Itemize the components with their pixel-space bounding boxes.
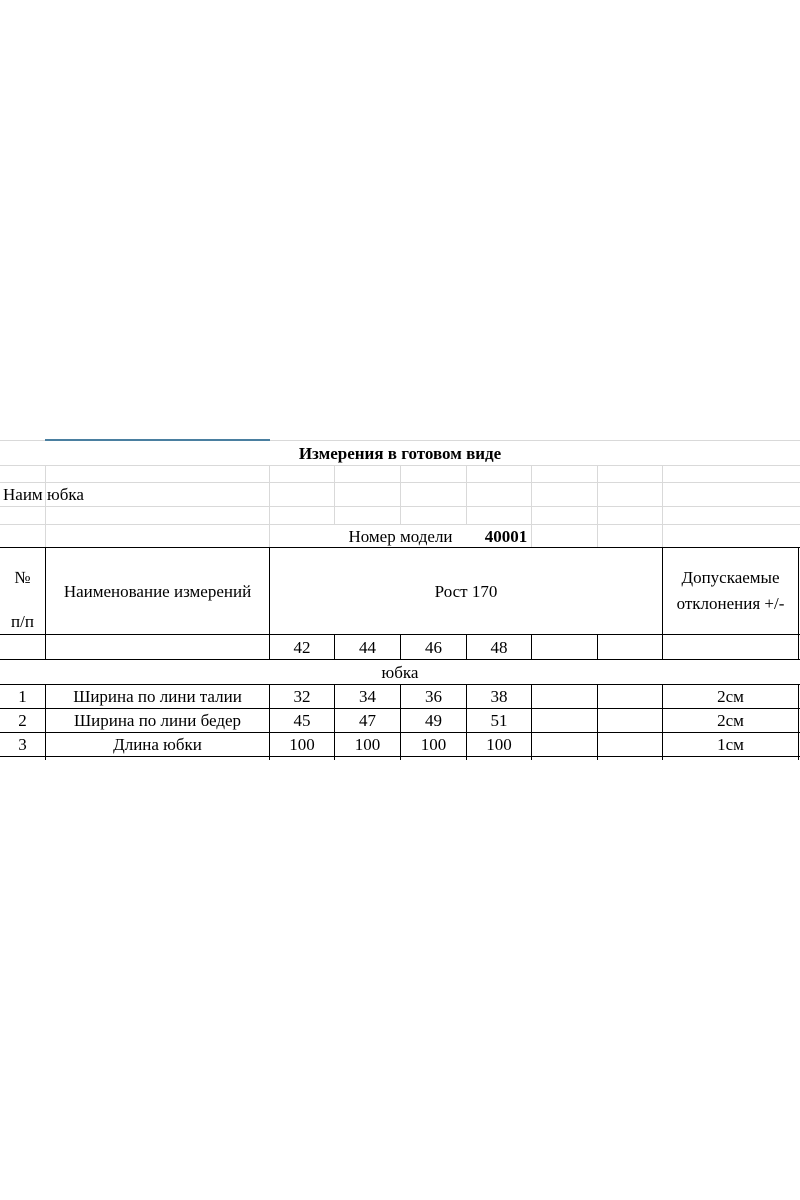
measurement-value: 51 [490, 711, 508, 730]
header-measurement-name: Наименование измерений [63, 581, 252, 601]
row-number: 3 [18, 735, 27, 754]
table-border [798, 547, 799, 660]
section-title: юбка [381, 662, 419, 682]
header-tolerance: Допускаемые отклонения +/- [676, 568, 785, 613]
model-label: Номер модели [348, 526, 453, 546]
size-header: 44 [359, 637, 376, 657]
header-height: Рост 170 [434, 581, 498, 601]
row-number: 2 [18, 711, 27, 730]
measurement-value: 100 [354, 735, 381, 754]
header-number-abbrev: п/п [11, 611, 34, 631]
row-number: 1 [18, 687, 27, 706]
gridline [466, 465, 467, 525]
measurement-value: 32 [293, 687, 311, 706]
table-border [798, 684, 799, 760]
measurement-value: 38 [490, 687, 508, 706]
header-number-symbol: № [14, 567, 31, 587]
gridline [45, 465, 46, 547]
gridline [269, 524, 270, 547]
name-value: юбка [47, 484, 84, 504]
size-header: 42 [293, 637, 311, 657]
measurement-value: 100 [420, 735, 447, 754]
gridline [269, 465, 270, 525]
size-header: 46 [425, 637, 442, 657]
measurement-value: 100 [289, 735, 315, 754]
measurement-name: Ширина по лини талии [73, 687, 242, 706]
measurement-value: 100 [486, 735, 512, 754]
tolerance-value: 2см [717, 687, 744, 706]
gridline [400, 465, 401, 525]
gridline [662, 465, 663, 547]
measurement-value: 36 [425, 687, 442, 706]
measurement-name: Длина юбки [113, 735, 202, 754]
model-number: 40001 [484, 526, 528, 546]
table-border [531, 684, 532, 760]
document-title: Измерения в готовом виде [298, 443, 502, 463]
measurement-value: 45 [293, 711, 311, 730]
measurement-value: 49 [425, 711, 442, 730]
measurement-name: Ширина по лини бедер [73, 711, 242, 730]
size-header: 48 [490, 637, 508, 657]
tolerance-value: 1см [717, 735, 744, 754]
gridline [334, 465, 335, 525]
measurement-value: 34 [359, 687, 376, 706]
table-border [597, 634, 598, 660]
table-border [597, 684, 598, 760]
table-border [531, 634, 532, 660]
measurement-value: 47 [359, 711, 376, 730]
name-label: Наим [3, 484, 43, 504]
tolerance-value: 2см [717, 711, 744, 730]
gridline [597, 465, 598, 547]
